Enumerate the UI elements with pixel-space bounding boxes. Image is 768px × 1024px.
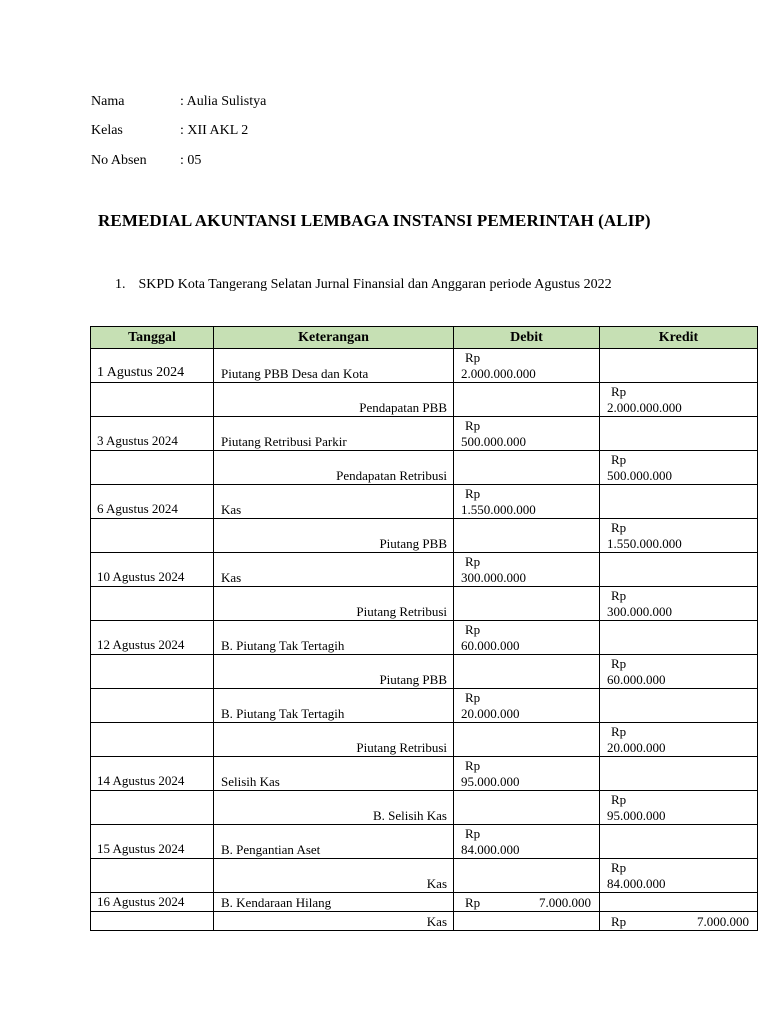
cell-description: Pendapatan PBB: [214, 383, 454, 417]
table-row: [91, 655, 758, 689]
cell-debit: [454, 825, 600, 859]
cell-description: Piutang Retribusi Parkir: [214, 417, 454, 451]
table-row: [91, 912, 758, 931]
cell-kredit: [600, 757, 758, 791]
cell-date: 12 Agustus 2024: [91, 621, 214, 655]
table-row: [91, 825, 758, 859]
document-title: REMEDIAL AKUNTANSI LEMBAGA INSTANSI PEMERINTAH (ALIP): [98, 211, 651, 230]
info-label: Nama: [91, 94, 125, 109]
currency-label: Rp: [611, 914, 627, 929]
cell-kredit: [600, 859, 758, 893]
cell-kredit: [600, 417, 758, 451]
cell-description: Kas: [214, 912, 454, 931]
cell-kredit: [600, 485, 758, 519]
info-label: Kelas: [91, 123, 123, 138]
cell-description: Piutang PBB: [214, 519, 454, 553]
cell-date: 16 Agustus 2024: [91, 893, 214, 912]
cell-date: 15 Agustus 2024: [91, 825, 214, 859]
table-row: [91, 451, 758, 485]
cell-debit: [454, 723, 600, 757]
currency-label: Rp: [465, 554, 481, 569]
cell-date: 14 Agustus 2024: [91, 757, 214, 791]
cell-debit: [454, 349, 600, 383]
currency-label: Rp: [465, 622, 481, 637]
cell-description: Piutang PBB Desa dan Kota: [214, 349, 454, 383]
cell-kredit: [600, 825, 758, 859]
cell-debit: [454, 859, 600, 893]
table-row: [91, 417, 758, 451]
cell-debit: [454, 553, 600, 587]
cell-kredit: [600, 553, 758, 587]
journal-table: [90, 326, 758, 931]
amount-value: 1.550.000.000: [607, 536, 682, 551]
table-row: [91, 757, 758, 791]
cell-kredit: [600, 723, 758, 757]
cell-date: [91, 383, 214, 417]
cell-date: [91, 791, 214, 825]
currency-label: Rp: [611, 588, 627, 603]
amount-value: 300.000.000: [461, 570, 526, 585]
amount-value: 20.000.000: [607, 740, 666, 755]
info-value: : Aulia Sulistya: [180, 94, 267, 109]
cell-debit: [454, 451, 600, 485]
cell-description: Pendapatan Retribusi: [214, 451, 454, 485]
amount-value: 1.550.000.000: [461, 502, 536, 517]
currency-label: Rp: [611, 520, 627, 535]
table-row: [91, 519, 758, 553]
cell-description: Selisih Kas: [214, 757, 454, 791]
header-kredit: Kredit: [600, 327, 758, 349]
question-item: [115, 277, 612, 293]
currency-label: Rp: [465, 758, 481, 773]
amount-value: 500.000.000: [461, 434, 526, 449]
table-row: [91, 349, 758, 383]
cell-kredit: [600, 519, 758, 553]
cell-kredit: [600, 893, 758, 912]
amount-value: 60.000.000: [461, 638, 520, 653]
table-row: [91, 859, 758, 893]
journal-body: [91, 349, 758, 931]
cell-date: [91, 587, 214, 621]
cell-kredit: [600, 621, 758, 655]
cell-date: [91, 655, 214, 689]
cell-date: 6 Agustus 2024: [91, 485, 214, 519]
table-row: [91, 689, 758, 723]
cell-description: B. Selisih Kas: [214, 791, 454, 825]
cell-debit: [454, 912, 600, 931]
cell-description: Piutang Retribusi: [214, 723, 454, 757]
cell-debit: [454, 655, 600, 689]
journal-header-row: [91, 327, 758, 349]
cell-date: 1 Agustus 2024: [91, 349, 214, 383]
currency-label: Rp: [611, 724, 627, 739]
question-number: 1.: [115, 277, 126, 292]
cell-debit: [454, 757, 600, 791]
info-label: No Absen: [91, 153, 147, 168]
cell-description: Kas: [214, 859, 454, 893]
cell-description: Piutang PBB: [214, 655, 454, 689]
currency-label: Rp: [611, 860, 627, 875]
cell-date: 10 Agustus 2024: [91, 553, 214, 587]
cell-description: B. Piutang Tak Tertagih: [214, 689, 454, 723]
cell-description: Piutang Retribusi: [214, 587, 454, 621]
cell-kredit: [600, 655, 758, 689]
table-row: [91, 485, 758, 519]
cell-debit: [454, 587, 600, 621]
currency-label: Rp: [611, 452, 627, 467]
header-tanggal: Tanggal: [91, 327, 214, 349]
cell-description: B. Pengantian Aset: [214, 825, 454, 859]
currency-label: Rp: [465, 350, 481, 365]
cell-kredit: [600, 451, 758, 485]
table-row: [91, 553, 758, 587]
cell-date: [91, 451, 214, 485]
header-keterangan: Keterangan: [214, 327, 454, 349]
currency-label: Rp: [611, 792, 627, 807]
amount-value: 20.000.000: [461, 706, 520, 721]
cell-debit: [454, 383, 600, 417]
table-row: [91, 723, 758, 757]
amount-value: 300.000.000: [607, 604, 672, 619]
table-row: [91, 791, 758, 825]
currency-label: Rp: [465, 690, 481, 705]
amount-value: 60.000.000: [607, 672, 666, 687]
currency-label: Rp: [465, 418, 481, 433]
amount-value: 2.000.000.000: [607, 400, 682, 415]
cell-date: [91, 689, 214, 723]
cell-date: [91, 723, 214, 757]
cell-date: [91, 519, 214, 553]
currency-label: Rp: [465, 826, 481, 841]
cell-kredit: [600, 912, 758, 931]
cell-debit: [454, 485, 600, 519]
table-row: [91, 893, 758, 912]
cell-kredit: [600, 689, 758, 723]
amount-value: 2.000.000.000: [461, 366, 536, 381]
amount-value: 500.000.000: [607, 468, 672, 483]
amount-value: 7.000.000: [539, 895, 591, 910]
cell-kredit: [600, 587, 758, 621]
amount-value: 7.000.000: [697, 914, 749, 929]
table-row: [91, 587, 758, 621]
cell-description: B. Kendaraan Hilang: [214, 893, 454, 912]
cell-kredit: [600, 383, 758, 417]
cell-debit: [454, 893, 600, 912]
currency-label: Rp: [465, 895, 481, 910]
table-row: [91, 621, 758, 655]
currency-label: Rp: [465, 486, 481, 501]
header-debit: Debit: [454, 327, 600, 349]
amount-value: 95.000.000: [461, 774, 520, 789]
info-value: : XII AKL 2: [180, 123, 249, 138]
cell-description: Kas: [214, 553, 454, 587]
amount-value: 84.000.000: [461, 842, 520, 857]
info-value: : 05: [180, 153, 202, 168]
currency-label: Rp: [611, 656, 627, 671]
question-text: SKPD Kota Tangerang Selatan Jurnal Finansial dan Anggaran periode Agustus 2022: [138, 277, 612, 292]
table-row: [91, 383, 758, 417]
cell-debit: [454, 519, 600, 553]
cell-description: Kas: [214, 485, 454, 519]
cell-kredit: [600, 349, 758, 383]
cell-debit: [454, 689, 600, 723]
cell-date: [91, 912, 214, 931]
cell-date: 3 Agustus 2024: [91, 417, 214, 451]
currency-label: Rp: [611, 384, 627, 399]
cell-debit: [454, 621, 600, 655]
cell-description: B. Piutang Tak Tertagih: [214, 621, 454, 655]
cell-kredit: [600, 791, 758, 825]
amount-value: 84.000.000: [607, 876, 666, 891]
cell-debit: [454, 417, 600, 451]
cell-debit: [454, 791, 600, 825]
amount-value: 95.000.000: [607, 808, 666, 823]
cell-date: [91, 859, 214, 893]
